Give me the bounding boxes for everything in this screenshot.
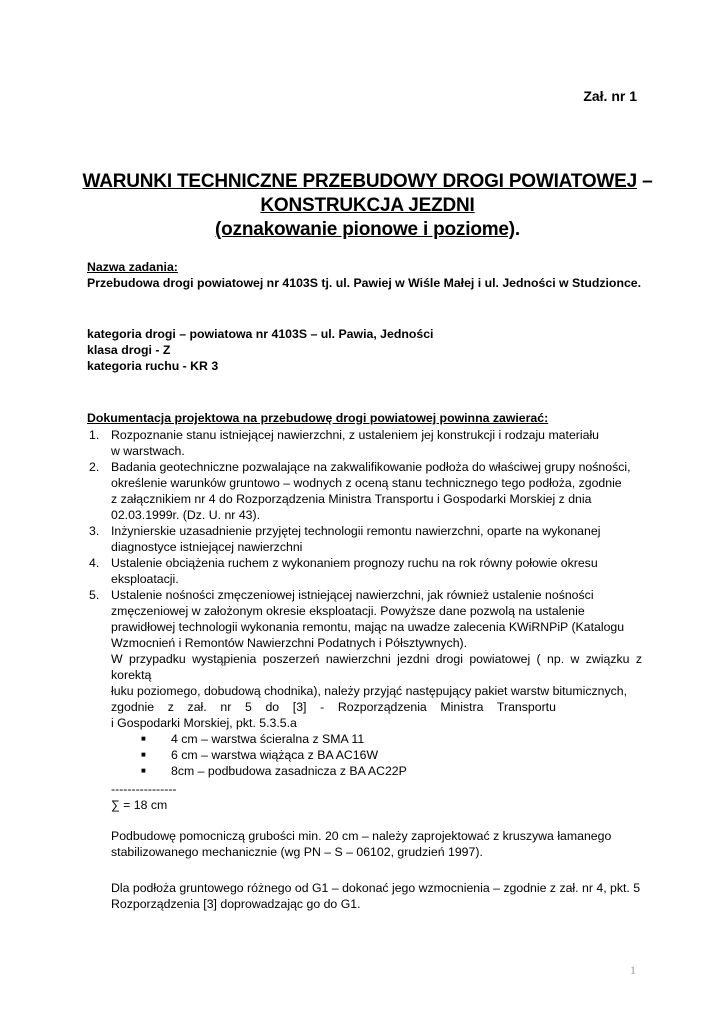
title-line-2: KONSTRUKCJA JEZDNI	[260, 195, 475, 216]
attachment-label: Zał. nr 1	[583, 88, 637, 104]
layers-sum: ∑ = 18 cm	[111, 798, 168, 812]
subbase-paragraph: Podbudowę pomocniczą grubości min. 20 cm – należy zaprojektować z kruszywa łamanego stabilizowanego mechanicznie (wg PN – S – 06102, grudzień 1997).	[111, 829, 612, 859]
bullet-square-icon: ■	[141, 750, 146, 759]
road-class: klasa drogi - Z	[87, 343, 171, 357]
bullet-square-icon: ■	[141, 734, 146, 743]
documentation-heading: Dokumentacja projektowa na przebudowę drogi powiatowej powinna zawierać:	[87, 411, 549, 425]
bullet-square-icon: ■	[141, 766, 146, 775]
road-category: kategoria drogi – powiatowa nr 4103S – ul. Pawia, Jedności	[87, 327, 434, 341]
widening-paragraph: W przypadku wystąpienia poszerzeń nawierzchni jezdni drogi powiatowej ( np. w związku z korektą łuku poziomego, dobudową chodnika), należy przyjąć następujący pakiet warstw bitumicznych, zgodnie z zał. nr 5 do [3] - Rozporządzenia Ministra Transportu i Gospodarki Morskiej, pkt. 5.3.5.a ■ 4 cm – warstwa ścieralna z SMA 11 ■ 6 cm – warstwa wiążąca z BA AC16W ■ 8cm – podbudowa zasadnicza z BA AC22P ---------------- ∑ = 18 cm	[111, 652, 642, 812]
sum-separator: ----------------	[111, 782, 177, 796]
list-item: 5. Ustalenie nośności zmęczeniowej istniejącej nawierzchni, jak również ustalenie nośności zmęczeniowej w założonym okresie eksploatacji. Powyższe dane pozwolą na ustalenie prawidłowej technologii wykonania remontu, mając na uwadze zalecenia KWiRNPiP (Katalogu Wzmocnień i Remontów Nawierzchni Podatnych i Półsztywnych).	[89, 588, 625, 650]
page-number: 1	[630, 963, 636, 977]
document-title	[80, 170, 655, 242]
road-classification	[87, 326, 433, 374]
title-line-1: WARUNKI TECHNICZNE PRZEBUDOWY DROGI POWIATOWEJ –	[82, 171, 653, 192]
traffic-category: kategoria ruchu - KR 3	[87, 359, 219, 373]
list-item: 3. Inżynierskie uzasadnienie przyjętej technologii remontu nawierzchni, oparte na wykonanej diagnostyce istniejącej nawierzchni	[89, 524, 601, 554]
task-section	[87, 259, 641, 291]
list-item: 2. Badania geotechniczne pozwalające na zakwalifikowanie podłoża do właściwej grupy nośności, określenie warunków gruntowo – wodnych z oceną stanu technicznego tego podłoża, zgodnie z załącznikiem nr 4 do Rozporządzenia Ministra Transportu i Gospodarki Morskiej z dnia 02.03.1999r. (Dz. U. nr 43).	[89, 460, 631, 522]
list-item: 4. Ustalenie obciążenia ruchem z wykonaniem prognozy ruchu na rok równy połowie okresu eksploatacji.	[89, 556, 598, 586]
list-item: ■ 8cm – podbudowa zasadnicza z BA AC22P	[141, 764, 407, 778]
task-text: Przebudowa drogi powiatowej nr 4103S tj. ul. Pawiej w Wiśle Małej i ul. Jedności w Studzionce.	[87, 276, 642, 290]
documentation-list	[87, 427, 642, 813]
title-line-3: (oznakowanie pionowe i poziome).	[214, 219, 521, 240]
soil-paragraph: Dla podłoża gruntowego różnego od G1 – dokonać jego wzmocnienia – zgodnie z zał. nr 4, pkt. 5 Rozporządzenia [3] doprowadzając go do G1.	[111, 881, 641, 911]
list-item: ■ 6 cm – warstwa wiążąca z BA AC16W	[141, 748, 379, 762]
list-item: ■ 4 cm – warstwa ścieralna z SMA 11	[141, 732, 365, 746]
list-item: 1. Rozpoznanie stanu istniejącej nawierzchni, z ustaleniem jej konstrukcji i rodzaju materiału w warstwach.	[89, 428, 600, 458]
layer-list	[141, 731, 642, 779]
task-label: Nazwa zadania:	[87, 260, 178, 274]
